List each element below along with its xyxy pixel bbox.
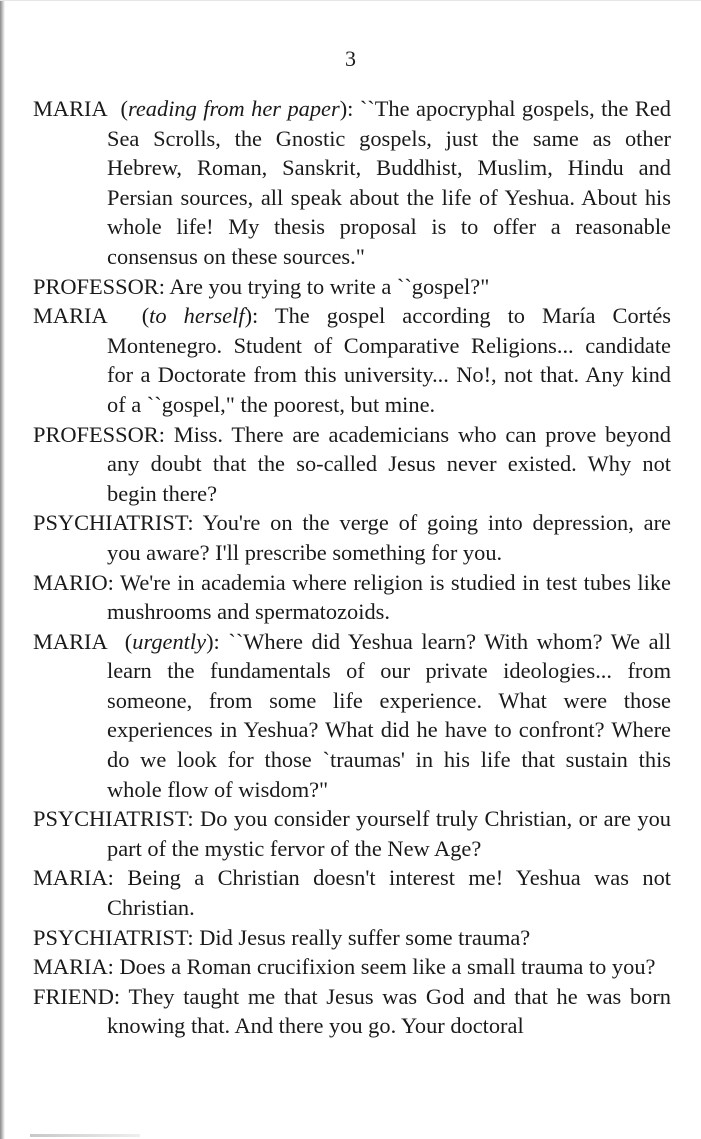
dialogue-text: They taught me that Jesus was God and that he was born knowing that. And there you go. Your doctoral	[107, 983, 672, 1039]
dialogue-entry	[33, 982, 671, 1041]
speaker-colon: :	[107, 569, 114, 595]
script-body	[33, 94, 671, 1041]
speaker-colon: :	[107, 954, 114, 980]
stage-direction-wrap: (urgently)	[107, 628, 214, 654]
dialogue-text: Miss. There are academicians who can prove beyond any doubt that the so-called Jesus never existed. Why not begin there?	[107, 421, 671, 506]
speaker-name: FRIEND	[33, 983, 114, 1009]
speaker-colon: :	[187, 510, 194, 536]
speaker-name: PSYCHIATRIST	[33, 806, 188, 832]
page-number: 3	[345, 46, 356, 71]
page-left-edge-shadow	[0, 0, 5, 1139]
speaker-colon: :	[158, 421, 165, 447]
speaker-name: MARIO	[33, 569, 108, 595]
dialogue-entry	[33, 272, 671, 302]
dialogue-entry	[33, 923, 671, 953]
dialogue-text: Are you trying to write a ``gospel?"	[169, 273, 490, 299]
speaker-name: MARIA	[33, 96, 108, 121]
dialogue-text: You're on the verge of going into depression, are you aware? I'll prescribe something for you.	[107, 510, 671, 565]
stage-direction: urgently	[132, 628, 207, 654]
page-top-edge	[0, 0, 701, 1]
speaker-name: PSYCHIATRIST	[33, 510, 188, 536]
dialogue-text: Did Jesus really suffer some trauma?	[199, 924, 531, 950]
speaker-colon: :	[187, 806, 194, 832]
speaker-name: MARIA	[33, 865, 108, 891]
stage-direction: reading from her paper	[127, 96, 340, 121]
dialogue-text: ``Where did Yeshua learn? With whom? We all learn the fundamentals of our private ideologies... from someone, from some life experience. What were those experiences in Yeshua? What did he have to confront? Where do we look for those `traumas' in his life that sustain this whole flow of wisdom?"	[107, 628, 671, 802]
speaker-colon: :	[347, 96, 354, 121]
speaker-name: PROFESSOR	[33, 273, 159, 299]
dialogue-text: Being a Christian doesn't interest me! Yeshua was not Christian.	[107, 865, 671, 921]
dialogue-entry	[33, 94, 671, 272]
speaker-colon: :	[113, 983, 121, 1009]
dialogue-entry	[33, 420, 671, 509]
dialogue-entry	[33, 627, 671, 805]
stage-direction: to herself	[149, 303, 245, 329]
dialogue-text: The gospel according to María Cortés Montenegro. Student of Comparative Religions... candidate for a Doctorate from this university... No!, not that. Any kind of a ``gospel," the poorest, but mine.	[107, 303, 671, 417]
dialogue-text: ``The apocryphal gospels, the Red Sea Scrolls, the Gnostic gospels, just the same as other Hebrew, Roman, Sanskrit, Buddhist, Muslim, Hindu and Persian sources, all speak about the life of Yeshua. About his whole life! My thesis proposal is to offer a reasonable consensus on these sources."	[107, 96, 671, 269]
scan-smudge	[30, 1134, 140, 1137]
dialogue-entry	[33, 952, 671, 982]
speaker-colon: :	[187, 924, 194, 950]
speaker-name: MARIA	[33, 954, 108, 980]
speaker-colon: :	[252, 303, 259, 329]
speaker-name: PROFESSOR	[33, 421, 159, 447]
dialogue-text: Does a Roman crucifixion seem like a small trauma to you?	[119, 954, 656, 980]
speaker-name: MARIA	[33, 628, 108, 654]
dialogue-text: We're in academia where religion is studied in test tubes like mushrooms and spermatozoids.	[107, 569, 671, 625]
speaker-colon: :	[107, 865, 114, 891]
stage-direction-wrap: (to herself)	[107, 303, 253, 329]
stage-direction-wrap: (reading from her paper)	[107, 96, 348, 121]
dialogue-entry	[33, 508, 671, 567]
speaker-colon: :	[213, 628, 220, 654]
dialogue-entry	[33, 804, 671, 863]
speaker-colon: :	[158, 273, 165, 299]
dialogue-text: Do you consider yourself truly Christian, or are you part of the mystic fervor of the New Age?	[107, 806, 671, 861]
dialogue-entry	[33, 863, 671, 922]
dialogue-entry	[33, 301, 671, 419]
speaker-name: MARIA	[33, 303, 108, 329]
speaker-name: PSYCHIATRIST	[33, 924, 188, 950]
dialogue-entry	[33, 568, 671, 627]
